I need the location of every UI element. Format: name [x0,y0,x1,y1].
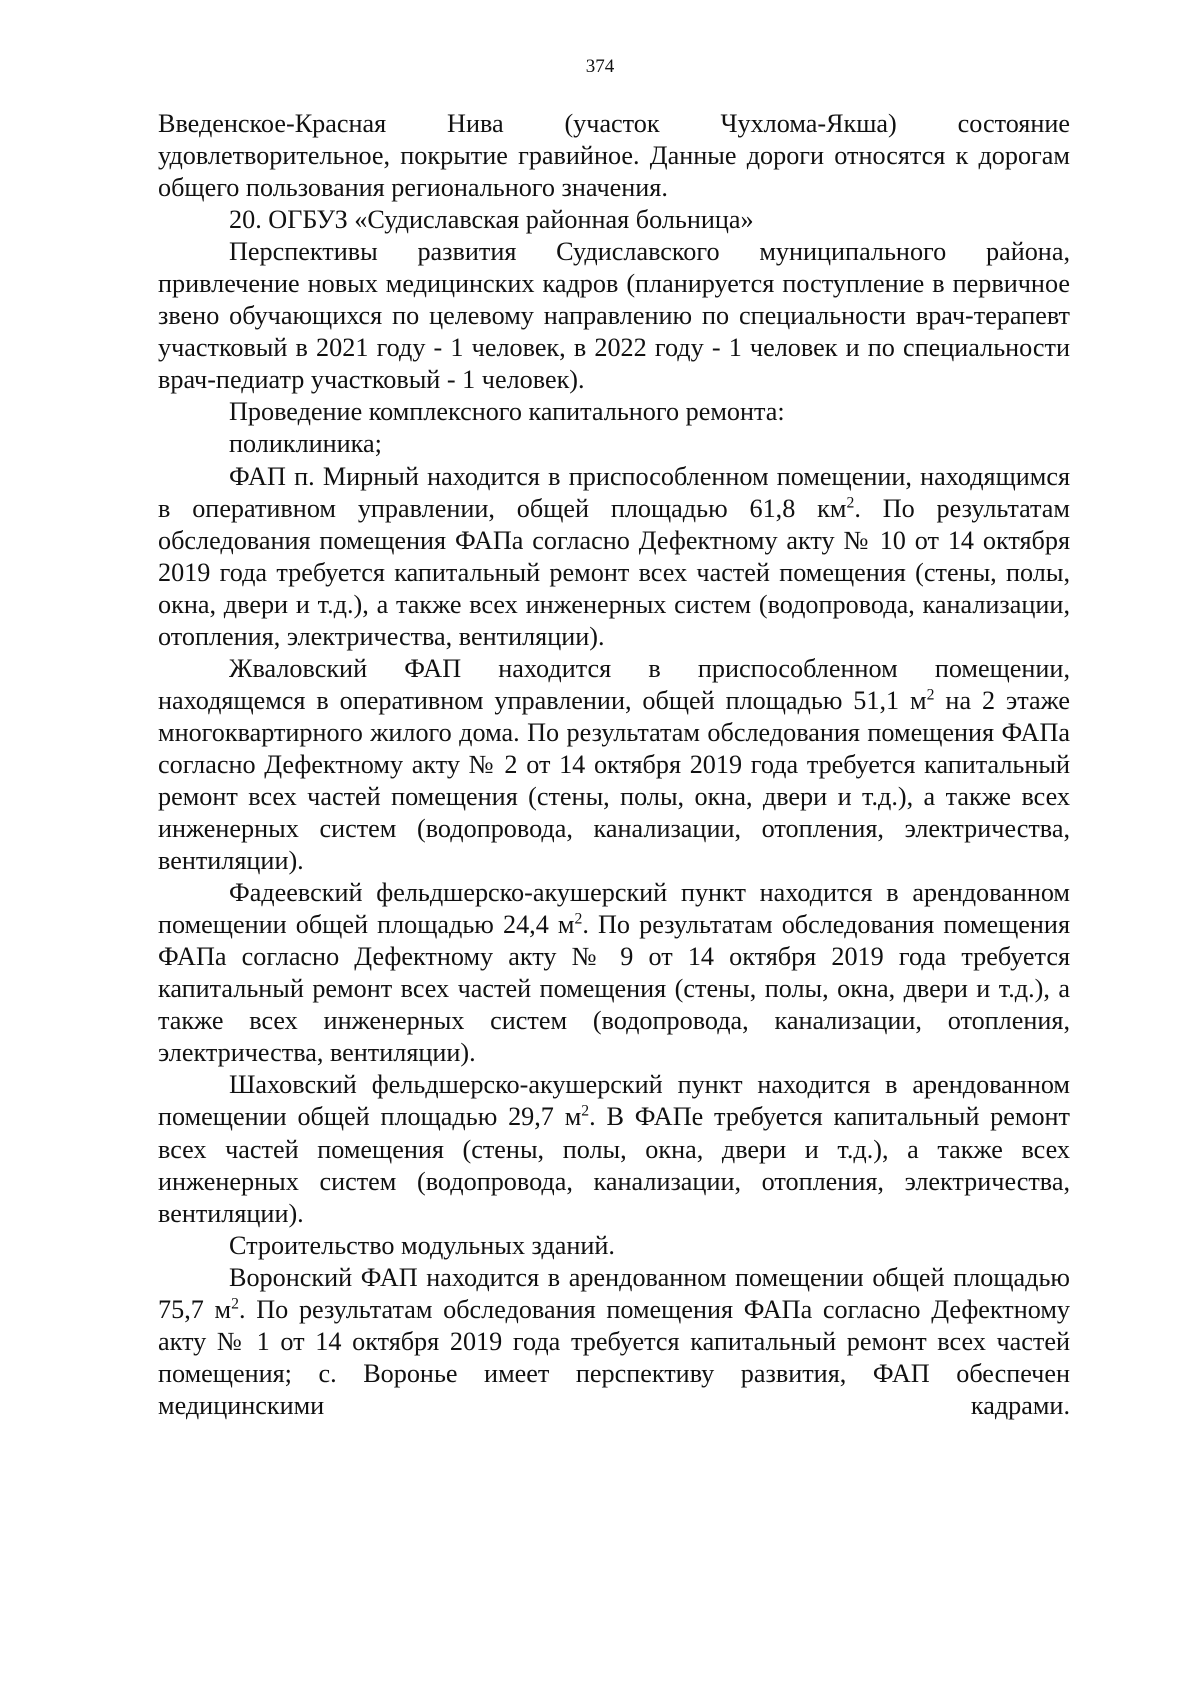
document-body [158,108,1070,1422]
section-heading-hospital: 20. ОГБУЗ «Судиславская районная больница» [229,205,754,235]
paragraph-road-condition: Введенское-Красная Нива (участок Чухлома-Якша) состояние удовлетворительное, покрытие гравийное. Данные дороги относятся к дорогам общего пользования регионального значения. [158,109,1070,203]
paragraph-text: . По результатам обследования помещения ФАПа согласно Дефектному акту № 1 от 14 октября 2019 года требуется капитальный ремонт всех частей помещения; с. Воронье имеет перспективу развития, ФАП обеспечен медицинскими кадрами. [158,1294,1071,1420]
paragraph-text: Шаховский фельдшерско-акушерский пункт находится в арендованном помещении общей площадью 29,7 м [158,1070,1070,1132]
paragraph-fap-shakhovsky [158,1069,1070,1229]
paragraph-text: . В ФАПе требуется капитальный ремонт всех частей помещения (стены, полы, окна, двери и т.д.), а также всех инженерных систем (водопровода, канализации, отопления, электричества, вентиляции). [158,1102,1070,1228]
paragraph-text: на 2 этаже многоквартирного жилого дома. По результатам обследования помещения ФАПа согласно Дефектному акту № 2 от 14 октября 2019 года требуется капитальный ремонт всех частей помещения (стены, полы, окна, двери и т.д.), а также всех инженерных систем (водопровода, канализации, отопления, электричества, вентиляции). [158,685,1071,876]
superscript: 2 [231,1295,239,1312]
paragraph-text: Воронский ФАП находится в арендованном помещении общей площадью 75,7 м [158,1262,1070,1324]
superscript: 2 [926,686,935,704]
page-number: 374 [585,56,615,77]
paragraph-text: . По результатам обследования помещения ФАПа согласно Дефектному акту № 9 от 14 октября 2019 года требуется капитальный ремонт всех частей помещения (стены, полы, окна, двери и т.д.), а также всех инженерных систем (водопровода, канализации, отопления, электричества, вентиляции). [158,910,1070,1068]
paragraph-text: ФАП п. Мирный находится в приспособленном помещении, находящимся в оперативном управлении, общей площадью 61,8 км [158,461,1070,523]
paragraph-text: Жваловский ФАП находится в приспособленном помещении, находящемся в оперативном управлении, общей площадью 51,1 м [158,653,1070,715]
paragraph-text: Фадеевский фельдшерско-акушерский пункт находится в арендованном помещении общей площадью 24,4 м [158,878,1070,940]
superscript: 2 [574,910,583,928]
paragraph-fap-zhvalovsky [158,653,1070,877]
list-item-polyclinic: поликлиника; [229,429,382,459]
paragraph-modular-buildings: Строительство модульных зданий. [229,1230,615,1260]
paragraph-capital-repair-heading: Проведение комплексного капитального ремонта: [229,397,785,427]
paragraph-development-prospects: Перспективы развития Судиславского муниципального района, привлечение новых медицинских кадров (планируется поступление в первичное звено обучающихся по целевому направлению по специальности врач-терапевт участковый в 2021 году - 1 человек, в 2022 году - 1 человек и по специальности врач-педиатр участковый - 1 человек). [158,237,1070,395]
superscript: 2 [581,1102,590,1120]
superscript: 2 [846,493,855,511]
paragraph-fap-fadeevsky [158,877,1070,1069]
paragraph-text: . По результатам обследования помещения ФАПа согласно Дефектному акту № 10 от 14 октября 2019 года требуется капитальный ремонт всех частей помещения (стены, полы, окна, двери и т.д.), а также всех инженерных систем (водопровода, канализации, отопления, электричества, вентиляции). [158,493,1070,651]
paragraph-fap-mirny [158,461,1070,653]
paragraph-fap-voronsky [158,1262,1070,1422]
